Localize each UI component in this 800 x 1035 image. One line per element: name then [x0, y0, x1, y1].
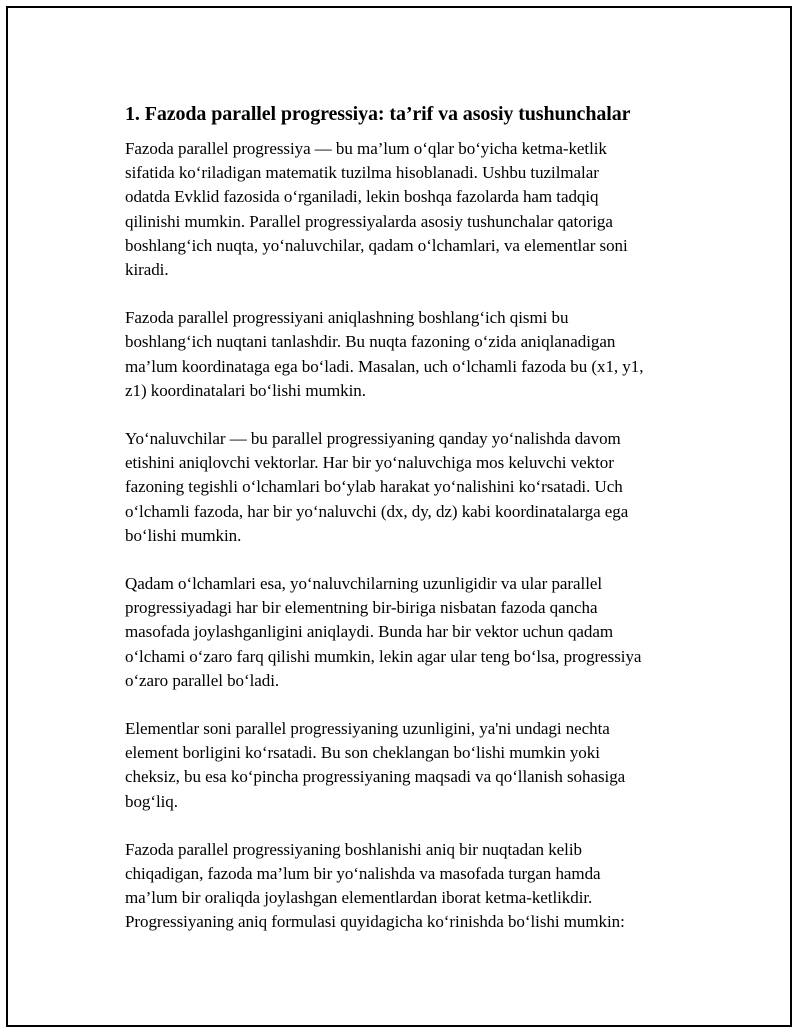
- paragraph-definition: [125, 137, 685, 282]
- paragraph-element-count: [125, 717, 685, 814]
- text-line: chiqadigan, fazoda ma’lum bir yo‘nalishda va masofada turgan hamda: [125, 864, 601, 884]
- section-heading: 1. Fazoda parallel progressiya: ta’rif va asosiy tushunchalar: [125, 103, 631, 125]
- document-body: [125, 100, 685, 959]
- text-line: etishini aniqlovchi vektorlar. Har bir yo‘naluvchiga mos keluvchi vektor: [125, 453, 614, 473]
- text-line: o‘zaro parallel bo‘ladi.: [125, 670, 280, 690]
- text-line: fazoning tegishli o‘lchamlari bo‘ylab harakat yo‘nalishini ko‘rsatadi. Uch: [125, 477, 623, 497]
- page-frame: [6, 6, 792, 1027]
- text-line: boshlang‘ich nuqtani tanlashdir. Bu nuqta fazoning o‘zida aniqlanadigan: [125, 332, 616, 352]
- text-line: bog‘liq.: [125, 791, 178, 811]
- text-line: Fazoda parallel progressiya — bu ma’lum o‘qlar bo‘yicha ketma-ketlik: [125, 139, 607, 158]
- text-line: progressiyadagi har bir elementning bir-biriga nisbatan fazoda qancha: [125, 598, 598, 618]
- text-line: qilinishi mumkin. Parallel progressiyalarda asosiy tushunchalar qatoriga: [125, 211, 613, 231]
- text-line: ma’lum bir oraliqda joylashgan elementlardan iborat ketma-ketlikdir.: [125, 888, 593, 908]
- text-line: Qadam o‘lchamlari esa, yo‘naluvchilarning uzunligidir va ular parallel: [125, 574, 603, 594]
- text-line: ma’lum koordinataga ega bo‘ladi. Masalan, uch o‘lchamli fazoda bu (x1, y1,: [125, 356, 644, 376]
- text-line: masofada joylashganligini aniqlaydi. Bunda har bir vektor uchun qadam: [125, 622, 614, 642]
- paragraph-formula-intro: [125, 838, 685, 935]
- text-line: boshlang‘ich nuqta, yo‘naluvchilar, qadam o‘lchamlari, va elementlar soni: [125, 235, 628, 255]
- text-line: Fazoda parallel progressiyaning boshlanishi aniq bir nuqtadan kelib: [125, 839, 582, 859]
- text-line: o‘lchamli fazoda, har bir yo‘naluvchi (dx, dy, dz) kabi koordinatalarga ega: [125, 501, 629, 521]
- text-line: Elementlar soni parallel progressiyaning uzunligini, ya'ni undagi nechta: [125, 719, 610, 739]
- text-line: Yo‘naluvchilar — bu parallel progressiyaning qanday yo‘nalishda davom: [125, 429, 621, 449]
- text-line: element borligini ko‘rsatadi. Bu son cheklangan bo‘lishi mumkin yoki: [125, 743, 600, 763]
- text-line: kiradi.: [125, 260, 169, 280]
- text-line: z1) koordinatalari bo‘lishi mumkin.: [125, 380, 366, 400]
- text-line: Progressiyaning aniq formulasi quyidagicha ko‘rinishda bo‘lishi mumkin:: [125, 912, 625, 932]
- text-line: bo‘lishi mumkin.: [125, 525, 242, 545]
- text-line: o‘lchami o‘zaro farq qilishi mumkin, lekin agar ular teng bo‘lsa, progressiya: [125, 646, 642, 666]
- text-line: Fazoda parallel progressiyani aniqlashning boshlang‘ich qismi bu: [125, 308, 569, 328]
- text-line: odatda Evklid fazosida o‘rganiladi, lekin boshqa fazolarda ham tadqiq: [125, 187, 599, 207]
- text-line: sifatida ko‘riladigan matematik tuzilma hisoblanadi. Ushbu tuzilmalar: [125, 163, 599, 183]
- text-line: cheksiz, bu esa ko‘pincha progressiyaning maqsadi va qo‘llanish sohasiga: [125, 767, 626, 787]
- paragraph-directions: [125, 427, 685, 548]
- paragraph-step-sizes: [125, 572, 685, 693]
- paragraph-starting-point: [125, 306, 685, 403]
